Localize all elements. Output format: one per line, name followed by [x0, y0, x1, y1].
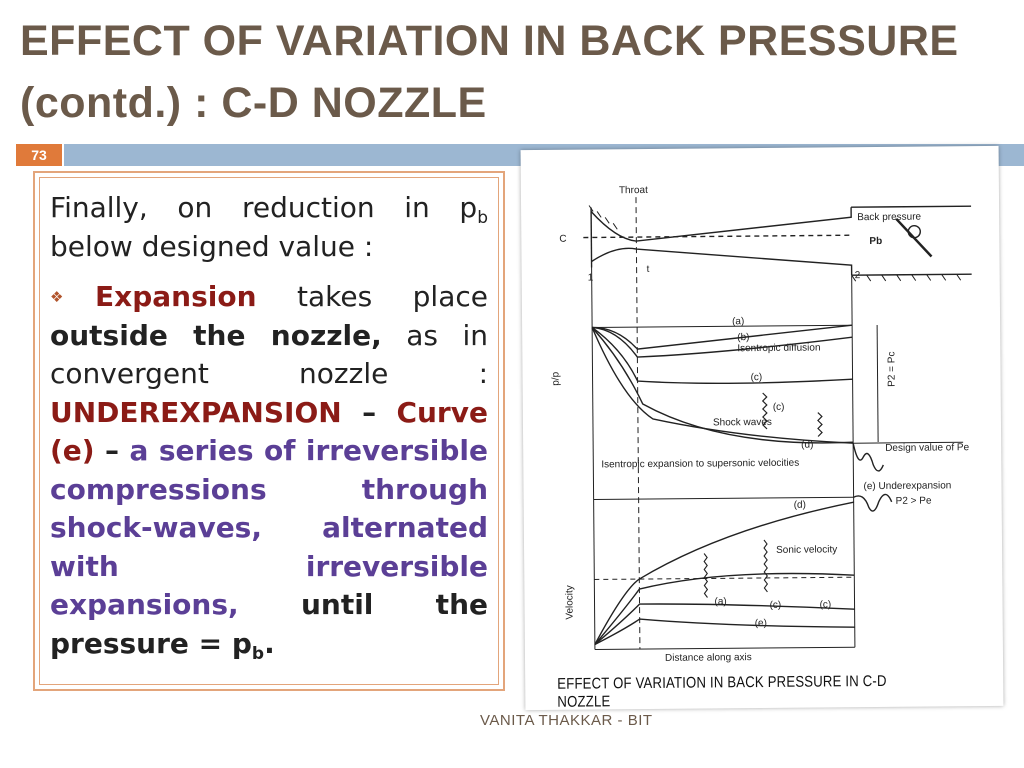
- label-t: t: [646, 263, 650, 276]
- label-c-curve-2: (c): [772, 401, 785, 413]
- valve-circle: [908, 226, 920, 238]
- label-1: 1: [587, 272, 594, 284]
- nozzle-axis-line: [583, 235, 851, 237]
- label-vel-d: (d): [793, 499, 806, 511]
- label-vel-a: (a): [714, 596, 727, 608]
- underexpansion-term: UNDEREXPANSION: [50, 395, 342, 429]
- label-underexpansion: (e) Underexpansion: [863, 480, 952, 493]
- label-distance: Distance along axis: [664, 652, 752, 664]
- expansion-word: Expansion: [95, 280, 257, 313]
- label-b: (b): [737, 332, 750, 344]
- p2-arrow-line: [877, 325, 878, 442]
- as-in-text: as in convergent nozzle :: [50, 318, 488, 390]
- label-2: 2: [854, 270, 861, 282]
- figure-caption: EFFECT OF VARIATION IN BACK PRESSURE IN C-D NOZZLE: [557, 672, 887, 711]
- title-main: C-D NOZZLE: [221, 79, 487, 127]
- inlet-guide-line: [592, 267, 595, 649]
- outside-nozzle-text: outside the nozzle,: [50, 318, 382, 352]
- body-text: [50, 189, 488, 663]
- label-c: C: [559, 233, 567, 245]
- label-a: (a): [732, 316, 745, 328]
- until-subscript: b: [251, 643, 265, 664]
- label-isentropic-expansion: Isentropic expansion to supersonic velocities: [601, 457, 800, 471]
- label-isentropic-diffusion: Isentropic diffusion: [737, 342, 821, 355]
- until-end: .: [264, 626, 275, 660]
- series-text: a series of irreversible compressions through shock-waves, alternated with irreversible expansions,: [50, 434, 488, 621]
- label-velocity: Velocity: [564, 585, 576, 620]
- underexpansion-wiggle: [853, 443, 883, 471]
- title-line-1: EFFECT OF VARIATION IN BACK PRESSURE: [20, 17, 959, 65]
- shock-wave-2: [818, 412, 822, 436]
- vel-shock-1: [704, 553, 707, 597]
- label-pb: Pb: [869, 235, 883, 248]
- label-design-value: Design value of Pe: [885, 442, 970, 454]
- label-p2-gt-pe: P2 > Pe: [895, 495, 932, 507]
- vel-curve-e: [595, 617, 855, 644]
- label-sonic-velocity: Sonic velocity: [776, 544, 838, 556]
- bullet-paragraph: [50, 278, 488, 663]
- nozzle-inlet-line: [591, 207, 592, 267]
- vel-shock-2: [764, 540, 767, 592]
- intro-paragraph: [50, 189, 488, 266]
- title-prefix: (contd.) :: [20, 79, 222, 127]
- intro-text: Finally, on reduction in p: [50, 191, 478, 224]
- curve-c: [592, 325, 852, 384]
- intro-subscript: b: [477, 208, 488, 228]
- bullet-diamond-icon: ❖: [50, 288, 96, 306]
- distance-axis: [595, 647, 855, 649]
- label-back-pressure: Back pressure: [857, 211, 922, 224]
- label-shock-waves: Shock waves: [712, 416, 772, 429]
- label-vel-c: (c): [769, 599, 782, 611]
- footer-author: VANITA THAKKAR - BIT: [480, 712, 653, 729]
- label-d: (d): [801, 439, 814, 451]
- takes-place-text: takes place: [256, 280, 488, 313]
- sonic-line: [594, 577, 854, 579]
- label-throat: Throat: [618, 184, 648, 197]
- nozzle-figure: [521, 146, 1004, 710]
- until-text: until the pressure = p: [50, 588, 488, 660]
- title-line-2: [20, 72, 1010, 134]
- label-c-curve: (c): [750, 371, 763, 384]
- p2-wiggle: [854, 494, 892, 511]
- label-vel-c-2: (c): [819, 599, 832, 611]
- velocity-top-line: [594, 497, 854, 499]
- dash-1: –: [341, 395, 397, 429]
- curve-e-label: Curve (e): [50, 395, 488, 467]
- nozzle-diagram: [521, 146, 1004, 710]
- pressure-top-line: [592, 325, 852, 327]
- intro-tail: below designed value :: [50, 229, 374, 263]
- exit-guide-line: [852, 275, 855, 647]
- valve-stem: [896, 219, 931, 257]
- dash-2: –: [94, 434, 130, 467]
- slide-number: 73: [16, 144, 62, 166]
- label-p-over-p: p/p: [550, 371, 562, 386]
- label-vel-e: (e): [754, 617, 767, 630]
- nozzle-lower-wall: [591, 246, 851, 277]
- slide-title: [20, 10, 1010, 134]
- label-p2-eq-pc: P2 = Pc: [886, 351, 898, 387]
